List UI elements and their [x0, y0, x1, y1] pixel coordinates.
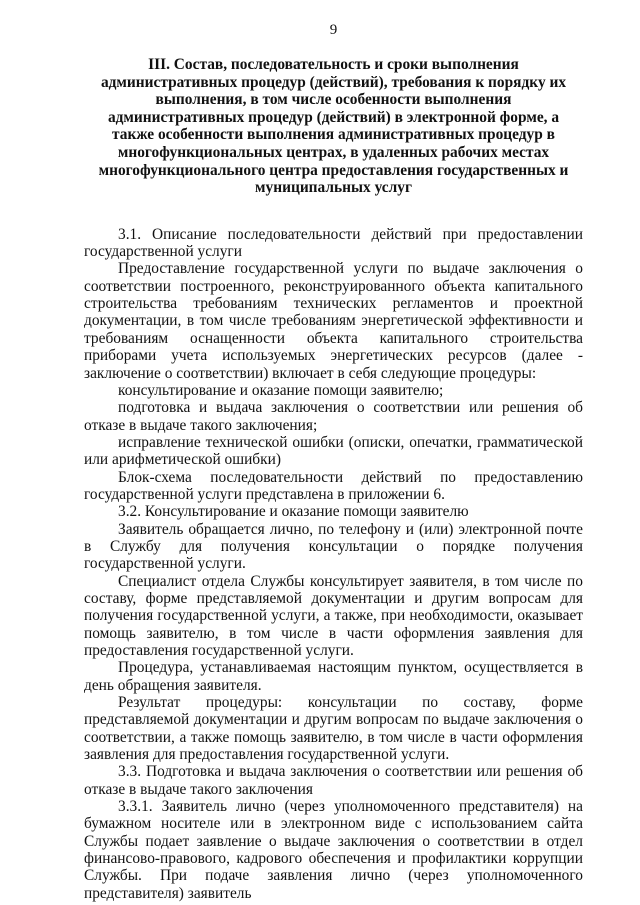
section-heading: III. Состав, последовательность и сроки выполнения административных процедур (действий), требования к порядку их выполнения, в том числе особенности выполнения административных процедур (действий) в электронной форме, а также особенности выполнения административных процедур в многофункциональных центрах, в удаленных рабочих местах многофункционального центра предоставления государственных и муниципальных услуг	[98, 56, 569, 197]
page-number: 9	[329, 22, 338, 38]
paragraph-procedure-issuing: подготовка и выдача заключения о соответствии или решения об отказе в выдаче такого заключения;	[84, 399, 583, 434]
paragraph-applicant-contacts: Заявитель обращается лично, по телефону и (или) электронной почте в Службу для получения консультации о порядке получения государственной услуги.	[84, 520, 583, 573]
paragraph-service-procedures: Предоставление государственной услуги по выдаче заключения о соответствии построенного, реконструированного объекта капитального строительства требованиям технических регламентов и проектной документации, в том числе требованиям энергетической эффективности и требованиям оснащенности объекта капитального строительства приборами учета используемых энергетических ресурсов (далее - заключение о соответствии) включает в себя следующие процедуры:	[84, 260, 583, 382]
paragraph-procedure-timing: Процедура, устанавливаемая настоящим пунктом, осуществляется в день обращения заявителя.	[84, 659, 583, 694]
paragraph-3-3: 3.3. Подготовка и выдача заключения о соответствии или решения об отказе в выдаче такого заключения	[84, 763, 583, 798]
paragraph-specialist-consults: Специалист отдела Службы консультирует заявителя, в том числе по составу, форме представляемой документации и другим вопросам для получения государственной услуги, а также, при необходимости, оказывает помощь заявителю, в том числе в части оформления заявления для предоставления государственной услуги.	[84, 572, 583, 659]
body-text	[84, 226, 583, 902]
paragraph-3-2: 3.2. Консультирование и оказание помощи заявителю	[118, 503, 469, 521]
paragraph-3-3-1: 3.3.1. Заявитель лично (через уполномоченного представителя) на бумажном носителе или в электронном виде с использованием сайта Службы подает заявление о выдаче заключения о соответствии в отдел финансово-правового, кадрового обеспечения и профилактики коррупции Службы. При подаче заявления лично (через уполномоченного представителя) заявитель	[84, 798, 583, 902]
paragraph-procedure-correction: исправление технической ошибки (описки, опечатки, грамматической или арифметической ошибки)	[84, 433, 583, 469]
paragraph-procedure-result: Результат процедуры: консультации по составу, форме представляемой документации и другим вопросам по выдаче заключения о соответствии, а также помощь заявителю, в том числе в части оформления заявления для предоставления государственной услуги.	[84, 694, 583, 764]
paragraph-3-1: 3.1. Описание последовательности действий при предоставлении государственной услуги	[84, 225, 583, 261]
paragraph-procedure-consulting: консультирование и оказание помощи заявителю;	[118, 381, 444, 399]
paragraph-block-scheme: Блок-схема последовательности действий по предоставлению государственной услуги представлена в приложении 6.	[84, 468, 583, 503]
